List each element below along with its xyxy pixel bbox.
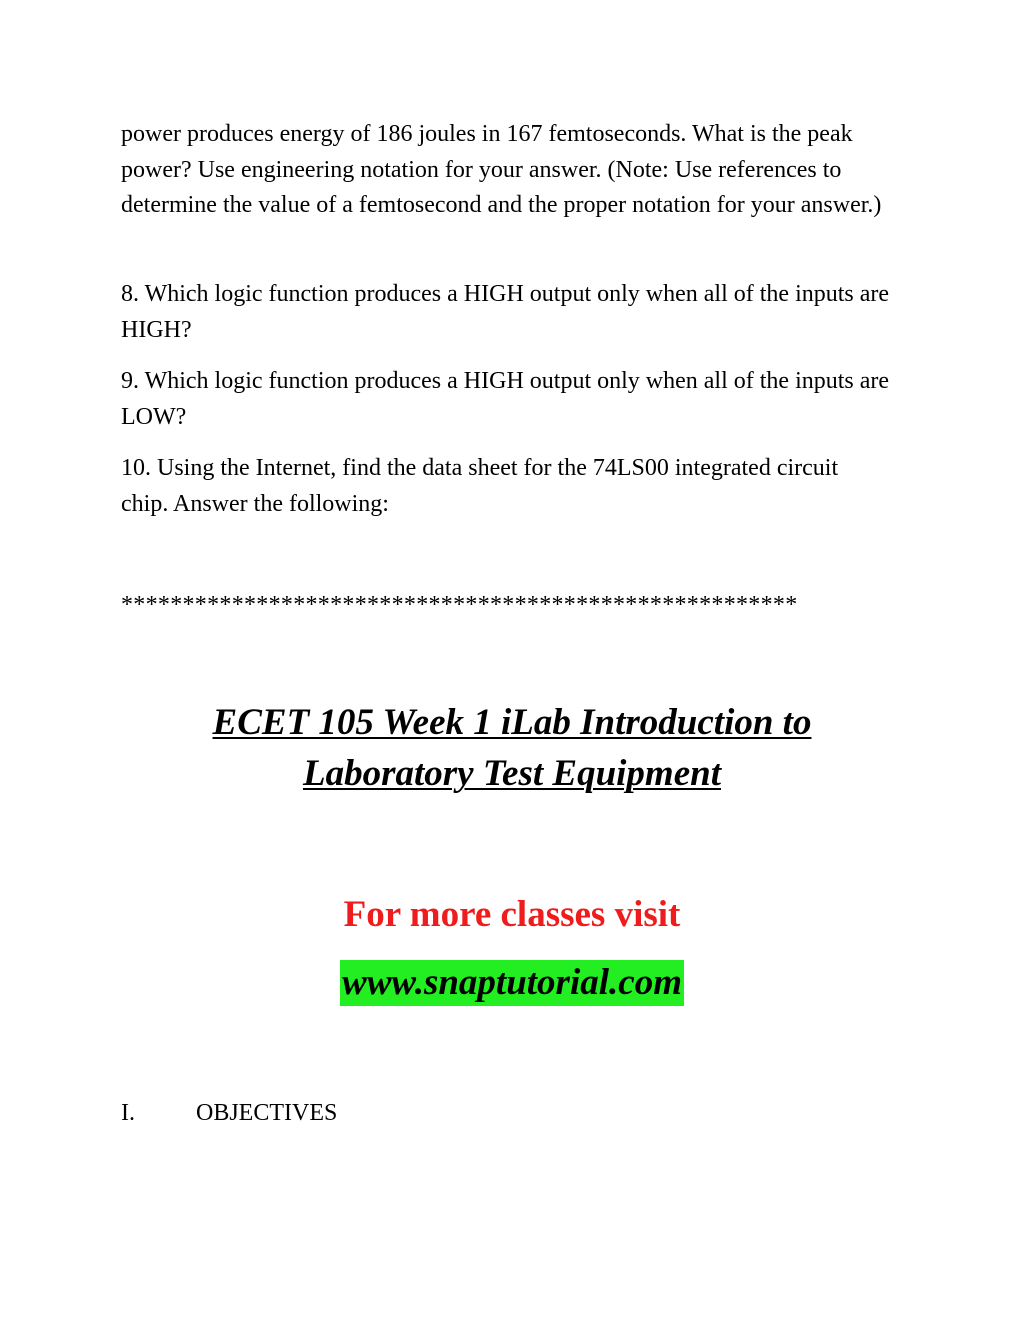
asterisk-separator: ******************************************************* bbox=[121, 592, 798, 618]
section-title: OBJECTIVES bbox=[196, 1100, 338, 1126]
section-number: I. bbox=[121, 1100, 135, 1126]
heading-line-2: Laboratory Test Equipment bbox=[302, 753, 721, 794]
heading-line-1: ECET 105 Week 1 iLab Introduction to bbox=[212, 702, 812, 743]
document-heading bbox=[0, 697, 1024, 799]
question-8: 8. Which logic function produces a HIGH output only when all of the inputs are HIGH? bbox=[121, 281, 890, 343]
question-7-continuation: power produces energy of 186 joules in 167 femtoseconds. What is the peak power? Use engineering notation for your answer. (Note: Use references to determine the value of a femtosecond and the proper notation for your answer.) bbox=[121, 121, 882, 218]
promo-url-link[interactable]: www.snaptutorial.com bbox=[340, 960, 684, 1006]
question-9: 9. Which logic function produces a HIGH output only when all of the inputs are LOW? bbox=[121, 368, 890, 430]
promo-url-container bbox=[0, 960, 1024, 1006]
promo-text: For more classes visit bbox=[343, 894, 681, 935]
question-10: 10. Using the Internet, find the data sheet for the 74LS00 integrated circuit chip. Answer the following: bbox=[121, 455, 839, 517]
